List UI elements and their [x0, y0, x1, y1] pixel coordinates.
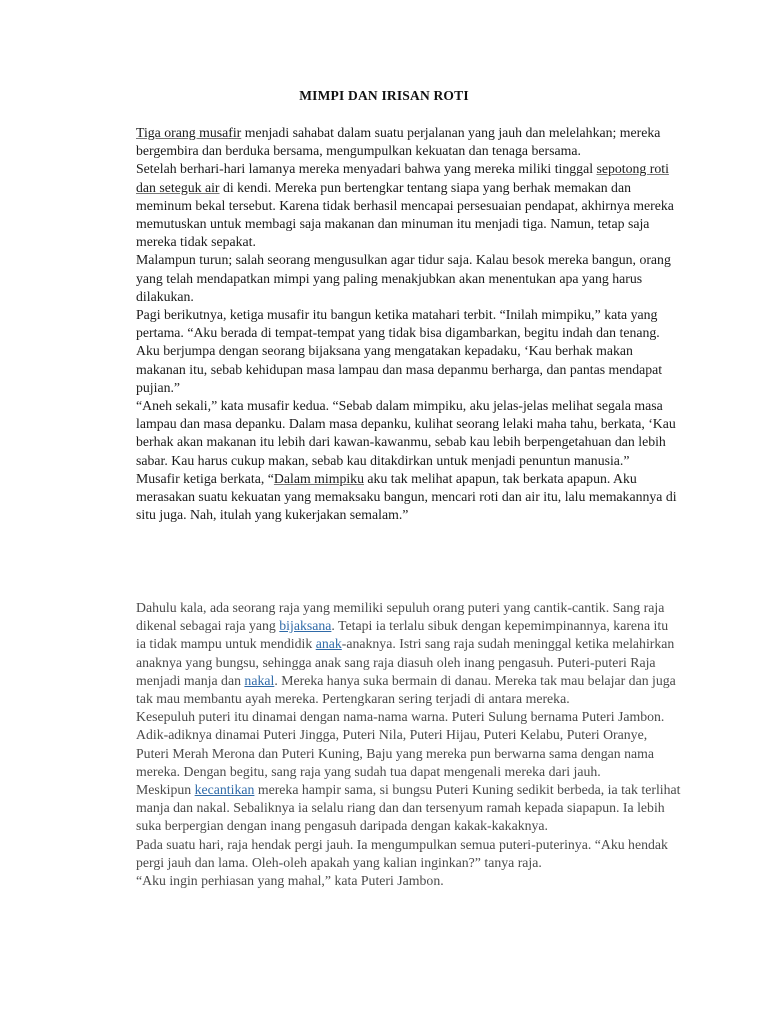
- link-anak[interactable]: anak: [315, 636, 342, 652]
- paragraph: Pagi berikutnya, ketiga musafir itu bangun ketika matahari terbit. “Inilah mimpiku,” kata yang pertama. “Aku berada di tempat-tempat yang tidak bisa digambarkan, begitu indah dan tenang. Aku berjumpa dengan seorang bijaksana yang mengatakan kepadaku, ‘Kau berhak makan makanan itu, sebab kehidupan masa lampau dan masa depanmu berharga, dan pantas mendapat pujian.”: [136, 307, 663, 395]
- story-puteri-section: [136, 599, 681, 890]
- paragraph: “Aneh sekali,” kata musafir kedua. “Sebab dalam mimpiku, aku jelas-jelas melihat segala masa lampau dan masa depanku. Dalam masa depanku, kulihat seorang lelaki maha tahu, berkata, ‘Kau berhak akan makanan itu lebih dari kawan-kawanmu, sebab kau lebih berpengetahuan dan lebih sabar. Kau harus cukup makan, sebab kau ditakdirkan untuk menjadi penuntun manusia.”: [136, 398, 676, 468]
- story-mimpi-section: [136, 124, 681, 524]
- paragraph: Musafir ketiga berkata, “Dalam mimpiku aku tak melihat apapun, tak berkata apapun. Aku merasakan suatu kekuatan yang memaksaku bangun, mencari roti dan air itu, lalu memakannya di situ juga. Nah, itulah yang kukerjakan semalam.”: [136, 470, 677, 523]
- document-title: MIMPI DAN IRISAN ROTI: [299, 88, 469, 103]
- paragraph: Malampun turun; salah seorang mengusulkan agar tidur saja. Kalau besok mereka bangun, orang yang telah mendapatkan mimpi yang paling menakjubkan akan menentukan apa yang harus dilakukan.: [136, 252, 671, 304]
- link-kecantikan[interactable]: kecantikan: [194, 782, 255, 798]
- paragraph: “Aku ingin perhiasan yang mahal,” kata Puteri Jambon.: [136, 873, 444, 889]
- link-sepotong-roti[interactable]: sepotong roti dan seteguk air: [136, 161, 669, 195]
- paragraph: Pada suatu hari, raja hendak pergi jauh. Ia mengumpulkan semua puteri-puterinya. “Aku hendak pergi jauh dan lama. Oleh-oleh apakah yang kalian inginkan?” tanya raja.: [136, 836, 668, 870]
- link-bijaksana[interactable]: bijaksana: [279, 618, 332, 634]
- paragraph: Meskipun kecantikan mereka hampir sama, si bungsu Puteri Kuning sedikit berbeda, ia tak terlihat manja dan nakal. Sebaliknya ia selalu riang dan dan tersenyum ramah kepada siapapun. Ia lebih suka berpergian dengan inang pengasuh daripada dengan kakak-kakaknya.: [136, 782, 681, 834]
- paragraph: Dahulu kala, ada seorang raja yang memiliki sepuluh orang puteri yang cantik-cantik. Sang raja dikenal sebagai raja yang bijaksana. Tetapi ia terlalu sibuk dengan kepemimpinannya, karena itu ia tidak mampu untuk mendidik anak-anaknya. Istri sang raja sudah meninggal ketika melahirkan anaknya yang bungsu, sehingga anak sang raja diasuh oleh inang pengasuh. Puteri-puteri Raja menjadi manja dan nakal. Mereka hanya suka bermain di danau. Mereka tak mau belajar dan juga tak mau membantu ayah mereka. Pertengkaran sering terjadi di antara mereka.: [136, 600, 676, 707]
- paragraph: Tiga orang musafir menjadi sahabat dalam suatu perjalanan yang jauh dan melelahkan; mereka bergembira dan berduka bersama, mengumpulkan kekuatan dan tenaga bersama.: [136, 125, 661, 159]
- link-nakal[interactable]: nakal: [244, 672, 275, 688]
- paragraph: Setelah berhari-hari lamanya mereka menyadari bahwa yang mereka miliki tinggal sepotong roti dan seteguk air di kendi. Mereka pun bertengkar tentang siapa yang berhak memakan dan meminum bekal tersebut. Karena tidak berhasil mencapai persesuaian pendapat, akhirnya mereka memutuskan untuk membagi saja makanan dan minuman itu menjadi tiga. Namun, tetap saja mereka tidak sepakat.: [136, 161, 674, 250]
- link-dalam-mimpiku[interactable]: Dalam mimpiku: [273, 470, 364, 486]
- link-tiga-orang-musafir[interactable]: Tiga orang musafir: [136, 125, 242, 140]
- paragraph: Kesepuluh puteri itu dinamai dengan nama-nama warna. Puteri Sulung bernama Puteri Jambon. Adik-adiknya dinamai Puteri Jingga, Puteri Nila, Puteri Hijau, Puteri Kelabu, Puteri Oranye, Puteri Merah Merona dan Puteri Kuning, Baju yang mereka pun berwarna sama dengan nama mereka. Dengan begitu, sang raja yang sudah tua dapat mengenali mereka dari jauh.: [136, 709, 665, 779]
